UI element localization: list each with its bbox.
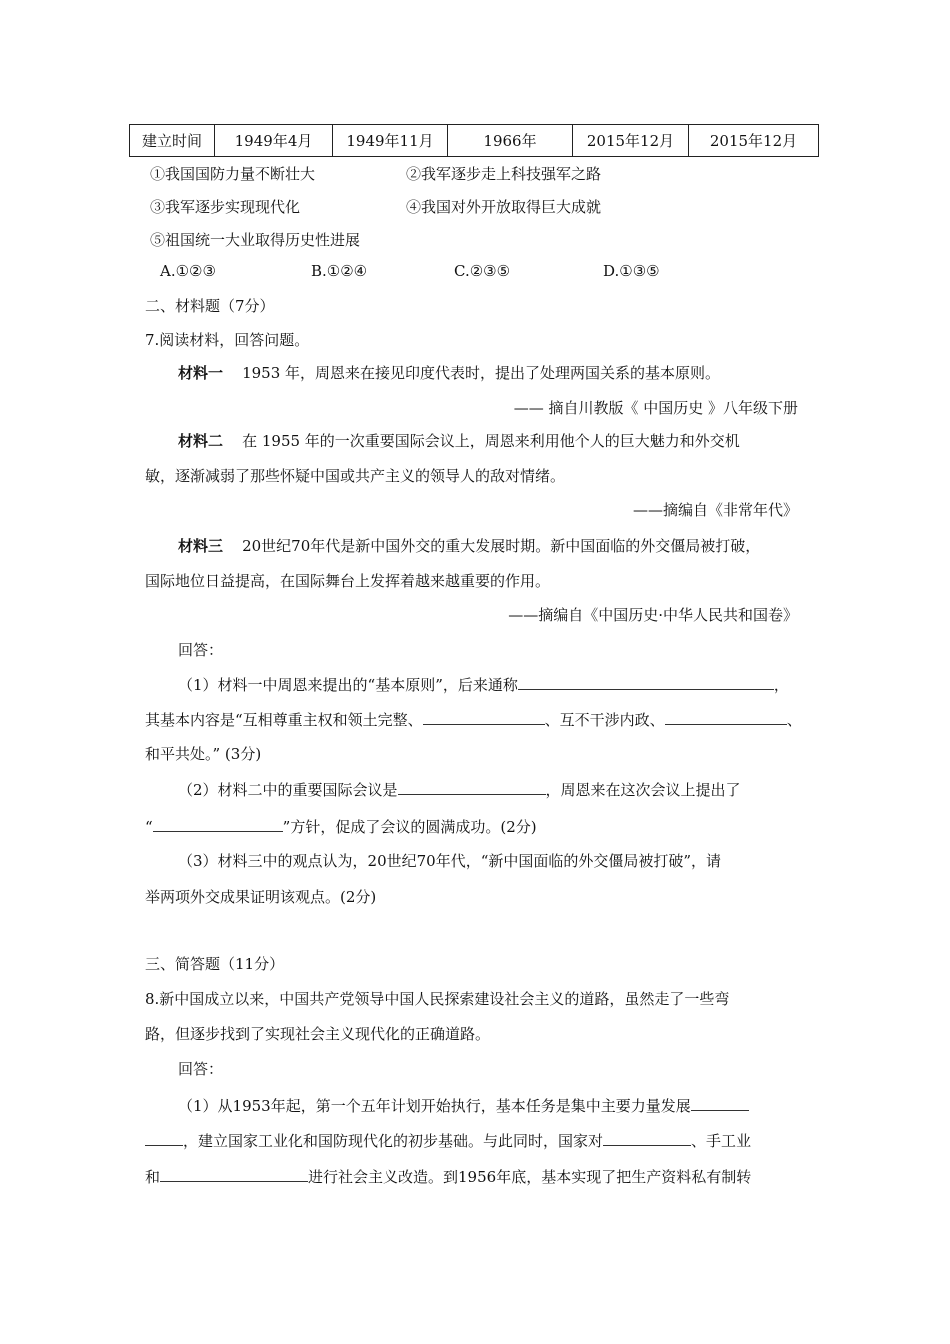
establishment-time-table <box>129 124 819 157</box>
answer-1-line1 <box>178 673 789 695</box>
option-c: C.②③⑤ <box>454 262 511 280</box>
answer-1-text: 、互不干涉内政、 <box>544 711 665 729</box>
answer-8-1-text: 进行社会主义改造。到1956年底，基本实现了把生产资料私有制转 <box>308 1168 752 1186</box>
material-1 <box>178 362 720 383</box>
material-3-text: 20世纪70年代是新中国外交的重大发展时期。新中国面临的外交僵局被打破， <box>242 537 761 555</box>
answer-1-punct: ， <box>773 676 789 694</box>
answer-8-1-line3 <box>145 1165 751 1187</box>
answer-8-1-text: 和 <box>145 1168 161 1186</box>
answer-2-line2 <box>145 815 537 837</box>
answer-1-line2 <box>145 708 802 730</box>
material-3-text-cont: 国际地位日益提高，在国际舞台上发挥着越来越重要的作用。 <box>145 572 551 590</box>
material-2 <box>178 430 740 451</box>
answer-8-1-text: 、手工业 <box>691 1132 752 1150</box>
question-8-line1: 8.新中国成立以来，中国共产党领导中国人民探索建设社会主义的道路，虽然走了一些弯 <box>145 990 730 1008</box>
answer-2-text: “ <box>145 818 153 836</box>
answer-1-punct: 、 <box>786 711 802 729</box>
option-b: B.①②④ <box>311 262 368 280</box>
question-8-line2: 路，但逐步找到了实现社会主义现代化的正确道路。 <box>145 1025 491 1043</box>
answer-8-1-text: ，建立国家工业化和国防现代化的初步基础。与此同时，国家对 <box>183 1132 604 1150</box>
fill-blank[interactable] <box>145 1129 183 1146</box>
table-header-cell: 建立时间 <box>130 125 215 157</box>
answer-8-1-line2 <box>145 1129 751 1151</box>
answer-3-line1: （3）材料三中的观点认为，20世纪70年代，“新中国面临的外交僵局被打破”，请 <box>178 852 722 870</box>
option-d: D.①③⑤ <box>603 262 660 280</box>
answer-2-text: ”方针，促成了会议的圆满成功。(2分) <box>282 818 537 836</box>
fill-blank[interactable] <box>665 708 787 725</box>
answer-8-1-text: （1）从1953年起，第一个五年计划开始执行，基本任务是集中主要力量发展 <box>178 1097 691 1115</box>
material-1-source: —— 摘自川教版《 中国历史 》八年级下册 <box>513 399 798 417</box>
section-2-title: 二、材料题（7分） <box>145 297 275 315</box>
fill-blank[interactable] <box>160 1165 308 1182</box>
option-a: A.①②③ <box>160 262 216 280</box>
material-1-label: 材料一 <box>178 364 224 382</box>
answer-2-text: （2）材料二中的重要国际会议是 <box>178 781 398 799</box>
material-3 <box>178 535 760 556</box>
statement-4: ④我国对外开放取得巨大成就 <box>406 198 602 216</box>
fill-blank[interactable] <box>603 1129 691 1146</box>
answer-3-line2: 举两项外交成果证明该观点。(2分) <box>145 888 377 906</box>
table-cell: 1966年 <box>448 125 573 157</box>
material-3-label: 材料三 <box>178 537 224 555</box>
statement-3: ③我军逐步实现现代化 <box>150 198 301 216</box>
table-cell: 1949年11月 <box>333 125 448 157</box>
material-2-label: 材料二 <box>178 432 224 450</box>
material-3-source: ——摘编自《中国历史·中华人民共和国卷》 <box>508 606 798 624</box>
material-2-source: ——摘编自《非常年代》 <box>632 501 798 519</box>
answer-8-1-line1 <box>178 1094 749 1116</box>
statement-1: ①我国国防力量不断壮大 <box>150 165 316 183</box>
fill-blank[interactable] <box>398 778 546 795</box>
section-3-title: 三、简答题（11分） <box>145 955 285 973</box>
question-7: 7.阅读材料，回答问题。 <box>145 331 310 349</box>
answer-label: 回答： <box>178 1060 224 1078</box>
fill-blank[interactable] <box>423 708 545 725</box>
statement-5: ⑤祖国统一大业取得历史性进展 <box>150 231 361 249</box>
material-2-text-cont: 敏，逐渐减弱了那些怀疑中国或共产主义的领导人的敌对情绪。 <box>145 467 566 485</box>
table-cell: 2015年12月 <box>689 125 819 157</box>
answer-1-text: 其基本内容是“互相尊重主权和领土完整、 <box>145 711 423 729</box>
fill-blank[interactable] <box>518 673 774 690</box>
material-2-text: 在 1955 年的一次重要国际会议上，周恩来利用他个人的巨大魅力和外交机 <box>242 432 740 450</box>
material-1-text: 1953 年，周恩来在接见印度代表时，提出了处理两国关系的基本原则。 <box>242 364 721 382</box>
table-cell: 2015年12月 <box>573 125 689 157</box>
fill-blank[interactable] <box>691 1094 749 1111</box>
answer-1-line3: 和平共处。” (3分) <box>145 745 262 763</box>
answer-label: 回答： <box>178 641 224 659</box>
answer-2-line1 <box>178 778 741 800</box>
fill-blank[interactable] <box>153 815 283 832</box>
answer-1-text: （1）材料一中周恩来提出的“基本原则”，后来通称 <box>178 676 518 694</box>
answer-2-text: ，周恩来在这次会议上提出了 <box>545 781 741 799</box>
statement-2: ②我军逐步走上科技强军之路 <box>406 165 602 183</box>
table-cell: 1949年4月 <box>215 125 333 157</box>
table-row <box>130 125 819 157</box>
